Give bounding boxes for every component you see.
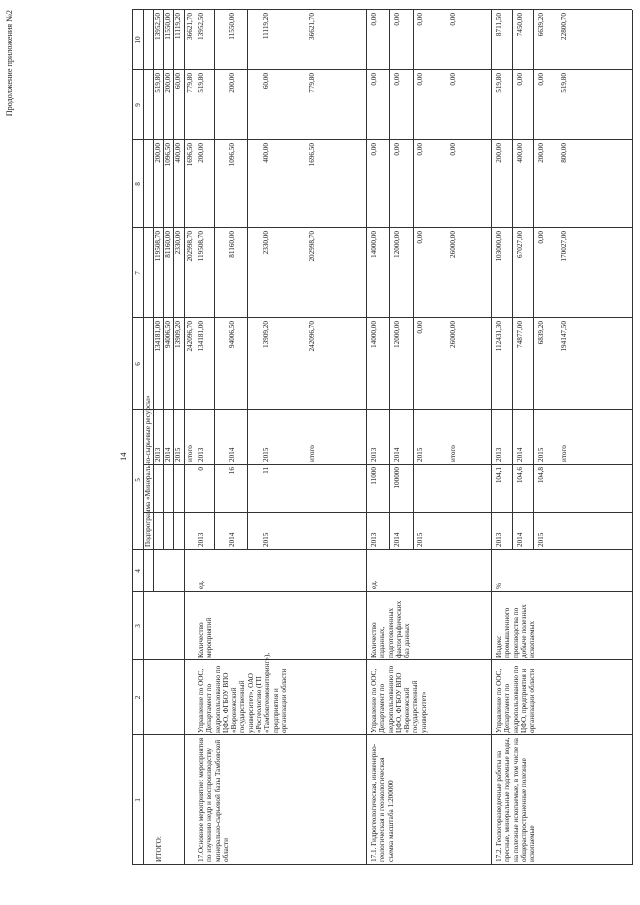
row17-1-value: 11000 bbox=[370, 467, 378, 485]
itogo-c8: 200,00 bbox=[154, 143, 162, 163]
row17-1-total-c10: 0,00 bbox=[449, 13, 457, 26]
itogo-c10: 11119,20 bbox=[174, 13, 182, 40]
row17-2-c8: 400,00 bbox=[516, 143, 524, 163]
row17-value: 11 bbox=[262, 467, 270, 474]
row17-2-c9: 519,80 bbox=[495, 73, 503, 93]
row17-2-total-c9: 519,80 bbox=[560, 73, 568, 93]
row17-2-c10: 6639,20 bbox=[537, 13, 545, 37]
row17-1-c6: 14000,00 bbox=[370, 321, 378, 348]
row17-year: 2014 bbox=[228, 532, 236, 547]
row17-1-total-c7: 26000,00 bbox=[449, 231, 457, 258]
col-number-3: 3 bbox=[134, 624, 142, 628]
row17-c8: 200,00 bbox=[197, 143, 205, 163]
row17-c7: 119508,70 bbox=[197, 231, 205, 262]
row17-2-total-c8: 800,00 bbox=[560, 143, 568, 163]
row17-2-unit: % bbox=[495, 583, 503, 589]
row17-2-year2: 2015 bbox=[537, 447, 545, 462]
row17-value: 0 bbox=[197, 467, 205, 471]
row17-1-c9: 0,00 bbox=[393, 73, 401, 86]
row17-c8: 1096,50 bbox=[228, 143, 236, 167]
row17-2-c7: 67027,00 bbox=[516, 231, 524, 258]
itogo-c9: 200,00 bbox=[164, 73, 172, 93]
itogo-year: 2013 bbox=[154, 447, 162, 462]
row17-1-c10: 0,00 bbox=[370, 13, 378, 26]
row17-2-value: 104,6 bbox=[516, 467, 524, 484]
row17-1-c8: 0,00 bbox=[416, 143, 424, 156]
row17-1-year2: 2014 bbox=[393, 447, 401, 462]
row17-total-c10: 36621,70 bbox=[308, 13, 316, 40]
col-number-7: 7 bbox=[134, 271, 142, 275]
itogo-c9: 779,80 bbox=[186, 73, 194, 93]
itogo-year: итого bbox=[186, 445, 194, 462]
row17-c9: 519,80 bbox=[197, 73, 205, 93]
row17-1-year: 2015 bbox=[416, 532, 424, 547]
row17-2-total-c6: 194147,50 bbox=[560, 321, 568, 352]
row17-c7: 81160,00 bbox=[228, 231, 236, 258]
row17-2-executor: Управление по ООС, Департамент по недропользованию по ЦФО, предприятия и организации области bbox=[495, 665, 537, 733]
row17-year2: 2013 bbox=[197, 447, 205, 462]
row17-1-indicator: Количество изданных, подготовленных фактографических баз данных bbox=[370, 600, 412, 658]
row17-2-value: 104,8 bbox=[537, 467, 545, 484]
itogo-label: ИТОГО: bbox=[155, 836, 163, 862]
row17-1-c6: 0,00 bbox=[416, 321, 424, 334]
row17-year2: 2015 bbox=[262, 447, 270, 462]
row17-1-total-c6: 26000,00 bbox=[449, 321, 457, 348]
row17-1-c8: 0,00 bbox=[393, 143, 401, 156]
row17-c7: 2330,00 bbox=[262, 231, 270, 255]
col-number-2: 2 bbox=[134, 695, 142, 700]
row17-c10: 11550,00 bbox=[228, 13, 236, 40]
row17-total-c6: 242096,70 bbox=[308, 321, 316, 352]
row17-c9: 60,00 bbox=[262, 73, 270, 90]
continuation-title: Продолжение приложения №2 bbox=[5, 10, 14, 117]
row17-total-label: итого bbox=[308, 445, 316, 462]
row17-2-year: 2013 bbox=[495, 532, 503, 547]
page-number: 14 bbox=[118, 452, 128, 461]
row17-year: 2013 bbox=[197, 532, 205, 547]
row17-2-total-label: итого bbox=[560, 445, 568, 462]
itogo-c8: 1696,50 bbox=[186, 143, 194, 167]
row17-2-c6: 6839,20 bbox=[537, 321, 545, 345]
itogo-year: 2014 bbox=[164, 447, 172, 462]
row17-total-c8: 1696,50 bbox=[308, 143, 316, 167]
itogo-c6: 242096,70 bbox=[186, 321, 194, 352]
row17-1-total-c8: 0,00 bbox=[449, 143, 457, 156]
col-number-4: 4 bbox=[134, 569, 142, 573]
row17-1-c7: 14000,00 bbox=[370, 231, 378, 258]
row17-1-c7: 0,00 bbox=[416, 231, 424, 244]
row17-2-total-c7: 170027,00 bbox=[560, 231, 568, 262]
row17-indicator: Количество мероприятий bbox=[197, 617, 214, 658]
row17-1-c9: 0,00 bbox=[416, 73, 424, 86]
itogo-c6: 94006,50 bbox=[164, 321, 172, 348]
row17-c6: 134181,00 bbox=[197, 321, 205, 352]
row17-executor: Управление по ООС, Департамент по недропользованию по ЦФО, ФГБОУ ВПО «Воронежский государственный университет», ОАО «Росгеологию (ГП «Тамбовгеомониторинг»), предприятия и организации области bbox=[197, 652, 288, 733]
row17-2-c6: 112431,30 bbox=[495, 321, 503, 352]
row17-2-year2: 2014 bbox=[516, 447, 524, 462]
row17-2-c10: 7450,00 bbox=[516, 13, 524, 37]
col-number-6: 6 bbox=[134, 362, 142, 366]
row17-value: 16 bbox=[228, 467, 236, 475]
row17-c6: 13909,20 bbox=[262, 321, 270, 348]
row17-2-year: 2014 bbox=[516, 532, 524, 547]
row17-1-unit: ед. bbox=[370, 580, 378, 589]
row17-2-year2: 2013 bbox=[495, 447, 503, 462]
row17-2-c10: 8711,50 bbox=[495, 13, 503, 37]
itogo-c8: 400,00 bbox=[174, 143, 182, 163]
row17-total-c7: 202998,70 bbox=[308, 231, 316, 262]
row17-c10: 11119,20 bbox=[262, 13, 270, 40]
row17-2-c9: 0,00 bbox=[537, 73, 545, 86]
row17-1-year: 2013 bbox=[370, 532, 378, 547]
itogo-c9: 519,80 bbox=[154, 73, 162, 93]
row17-c8: 400,00 bbox=[262, 143, 270, 163]
col-number-5: 5 bbox=[134, 478, 142, 482]
row17-2-c6: 74877,00 bbox=[516, 321, 524, 348]
row17-1-value: 100000 bbox=[393, 467, 401, 489]
col-number-10: 10 bbox=[134, 36, 142, 44]
row17-name: 17.Основное мероприятие: мероприятия по изучению недр и воспроизводству минерально-сырьевой базы Тамбовской области bbox=[197, 737, 230, 862]
itogo-c7: 119508,70 bbox=[154, 231, 162, 262]
itogo-c7: 81160,00 bbox=[164, 231, 172, 258]
row17-unit: ед. bbox=[197, 580, 205, 589]
col-number-8: 8 bbox=[134, 182, 142, 186]
row17-1-c10: 0,00 bbox=[393, 13, 401, 26]
row17-c10: 13952,50 bbox=[197, 13, 205, 40]
row17-1-year: 2014 bbox=[393, 532, 401, 547]
row17-1-total-label: итого bbox=[449, 445, 457, 462]
itogo-c7: 202998,70 bbox=[186, 231, 194, 262]
row17-2-indicator: Индекс промышленного производства по добыче полезных ископаемых bbox=[495, 604, 537, 658]
subprogram-title: Подпрограмма «Минерально-сырьевые ресурсы» bbox=[144, 395, 152, 547]
row17-1-c8: 0,00 bbox=[370, 143, 378, 156]
col-number-1: 1 bbox=[134, 798, 142, 802]
row17-2-total-c10: 22800,70 bbox=[560, 13, 568, 40]
row17-1-name: 17.1. Гидрогеологическая, инженерно-геологическая и геоэкологическая съемка масштаба 1:200000 bbox=[370, 743, 395, 862]
itogo-c8: 1096,50 bbox=[164, 143, 172, 167]
row17-c6: 94006,50 bbox=[228, 321, 236, 348]
col-number-9: 9 bbox=[134, 103, 142, 107]
itogo-c10: 11550,00 bbox=[164, 13, 172, 40]
row17-1-c7: 12000,00 bbox=[393, 231, 401, 258]
itogo-c10: 13952,50 bbox=[154, 13, 162, 40]
itogo-year: 2015 bbox=[174, 447, 182, 462]
row17-c9: 200,00 bbox=[228, 73, 236, 93]
itogo-c6: 13909,20 bbox=[174, 321, 182, 348]
row17-2-c7: 103000,00 bbox=[495, 231, 503, 262]
row17-1-c9: 0,00 bbox=[370, 73, 378, 86]
row17-2-c7: 0,00 bbox=[537, 231, 545, 244]
row17-year2: 2014 bbox=[228, 447, 236, 462]
row17-1-c6: 12000,00 bbox=[393, 321, 401, 348]
itogo-c10: 36621,70 bbox=[186, 13, 194, 40]
row17-total-c9: 779,80 bbox=[308, 73, 316, 93]
itogo-c6: 134181,00 bbox=[154, 321, 162, 352]
row17-2-value: 104,1 bbox=[495, 467, 503, 484]
itogo-c9: 60,00 bbox=[174, 73, 182, 90]
row17-2-c8: 200,00 bbox=[537, 143, 545, 163]
row17-2-c9: 0,00 bbox=[516, 73, 524, 86]
itogo-c7: 2330,00 bbox=[174, 231, 182, 255]
row17-1-total-c9: 0,00 bbox=[449, 73, 457, 86]
row17-1-year2: 2015 bbox=[416, 447, 424, 462]
row17-1-c10: 0,00 bbox=[416, 13, 424, 26]
row17-1-executor: Управление по ООС, Департамент по недропользованию по ЦФО, ФГБОУ ВПО «Воронежский государственный университет» bbox=[370, 665, 428, 733]
row17-2-c8: 200,00 bbox=[495, 143, 503, 163]
row17-2-year: 2015 bbox=[537, 532, 545, 547]
row17-year: 2015 bbox=[262, 532, 270, 547]
row17-1-year2: 2013 bbox=[370, 447, 378, 462]
row17-2-name: 17.2. Геологоразведочные работы на пресные, минеральные подземные воды, на полезные ископаемые, в том числе на общераспространенные полезные ископаемые bbox=[495, 737, 537, 862]
